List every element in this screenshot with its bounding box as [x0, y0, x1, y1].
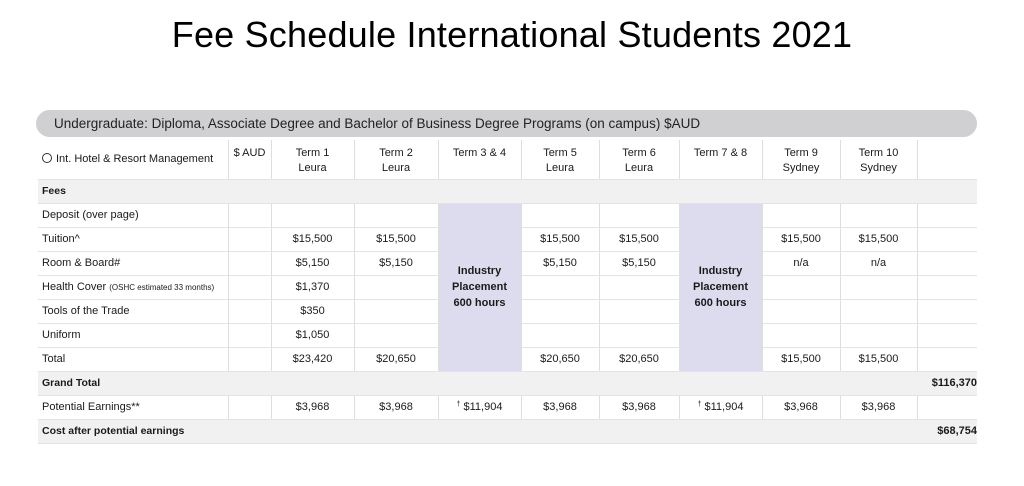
radio-icon[interactable] [42, 153, 52, 163]
table-cell: $3,968 [762, 395, 840, 419]
empty-cell [228, 347, 271, 371]
table-row [38, 203, 977, 227]
industry-placement-cell: Industry Placement 600 hours [679, 203, 762, 371]
empty-cell [521, 299, 599, 323]
empty-cell [354, 323, 438, 347]
empty-cell [917, 251, 977, 275]
empty-cell [917, 227, 977, 251]
empty-cell [521, 323, 599, 347]
grand-total-label: Grand Total [38, 371, 917, 395]
table-cell: Potential Earnings** [38, 395, 228, 419]
empty-cell [917, 395, 977, 419]
table-cell: $5,150 [271, 251, 354, 275]
empty-cell [917, 203, 977, 227]
table-cell: n/a [762, 251, 840, 275]
table-cell: $15,500 [762, 227, 840, 251]
empty-cell [917, 347, 977, 371]
table-cell: Deposit (over page) [38, 203, 228, 227]
table-cell: $3,968 [354, 395, 438, 419]
empty-cell [599, 299, 679, 323]
term-header: Term 7 & 8 [679, 140, 762, 179]
table-cell: $15,500 [840, 347, 917, 371]
empty-cell [599, 275, 679, 299]
empty-cell [917, 299, 977, 323]
empty-cell [762, 299, 840, 323]
empty-cell [840, 323, 917, 347]
table-cell: Health Cover (OSHC estimated 33 months) [38, 275, 228, 299]
empty-cell [599, 203, 679, 227]
table-cell: $15,500 [840, 227, 917, 251]
cost-after-label: Cost after potential earnings [38, 419, 917, 443]
table-cell: Tuition^ [38, 227, 228, 251]
empty-cell [917, 323, 977, 347]
empty-cell [228, 395, 271, 419]
table-cell: $15,500 [762, 347, 840, 371]
fee-table [38, 140, 977, 444]
empty-cell [762, 275, 840, 299]
table-cell: Uniform [38, 323, 228, 347]
empty-cell [917, 140, 977, 179]
grand-total-value: $116,370 [917, 371, 977, 395]
term-header: Term 1 Leura [271, 140, 354, 179]
currency-header: $ AUD [228, 140, 271, 179]
cost-after-value: $68,754 [917, 419, 977, 443]
empty-cell [354, 203, 438, 227]
table-cell: $5,150 [599, 251, 679, 275]
table-cell: n/a [840, 251, 917, 275]
page-title: Fee Schedule International Students 2021 [171, 14, 853, 55]
empty-cell [840, 203, 917, 227]
table-cell: $350 [271, 299, 354, 323]
term-header: Term 10 Sydney [840, 140, 917, 179]
table-cell: $20,650 [521, 347, 599, 371]
empty-cell [521, 203, 599, 227]
table-cell: $5,150 [354, 251, 438, 275]
table-cell: $23,420 [271, 347, 354, 371]
fees-section-row [38, 179, 977, 203]
table-cell: $20,650 [354, 347, 438, 371]
term-header: Term 3 & 4 [438, 140, 521, 179]
cost-after-row [38, 419, 977, 443]
term-header: Term 9 Sydney [762, 140, 840, 179]
program-option[interactable] [38, 140, 228, 179]
grand-total-row [38, 371, 977, 395]
table-cell: $3,968 [271, 395, 354, 419]
table-cell: $15,500 [521, 227, 599, 251]
table-cell: $15,500 [599, 227, 679, 251]
table-cell: $20,650 [599, 347, 679, 371]
table-cell: $3,968 [840, 395, 917, 419]
empty-cell [271, 203, 354, 227]
table-cell: Total [38, 347, 228, 371]
empty-cell [228, 275, 271, 299]
industry-placement-cell: Industry Placement 600 hours [438, 203, 521, 371]
term-header: Term 6 Leura [599, 140, 679, 179]
empty-cell [228, 299, 271, 323]
table-cell: Room & Board# [38, 251, 228, 275]
table-cell: $1,370 [271, 275, 354, 299]
term-header: Term 5 Leura [521, 140, 599, 179]
table-cell: $15,500 [271, 227, 354, 251]
table-cell: † $11,904 [679, 395, 762, 419]
table-cell: $5,150 [521, 251, 599, 275]
fees-section-label: Fees [38, 179, 977, 203]
empty-cell [354, 299, 438, 323]
empty-cell [917, 275, 977, 299]
header-row [38, 140, 977, 179]
table-cell: $15,500 [354, 227, 438, 251]
empty-cell [228, 251, 271, 275]
empty-cell [762, 203, 840, 227]
term-header: Term 2 Leura [354, 140, 438, 179]
program-banner: Undergraduate: Diploma, Associate Degree and Bachelor of Business Degree Programs (on campus) $AUD [36, 110, 977, 137]
empty-cell [354, 275, 438, 299]
table-cell: $1,050 [271, 323, 354, 347]
empty-cell [840, 275, 917, 299]
program-label: Int. Hotel & Resort Management [56, 152, 214, 165]
empty-cell [840, 299, 917, 323]
table-cell: $3,968 [521, 395, 599, 419]
empty-cell [228, 323, 271, 347]
empty-cell [599, 323, 679, 347]
table-cell: † $11,904 [438, 395, 521, 419]
table-cell: Tools of the Trade [38, 299, 228, 323]
empty-cell [521, 275, 599, 299]
empty-cell [762, 323, 840, 347]
empty-cell [228, 203, 271, 227]
earnings-row [38, 395, 977, 419]
empty-cell [228, 227, 271, 251]
table-cell: $3,968 [599, 395, 679, 419]
